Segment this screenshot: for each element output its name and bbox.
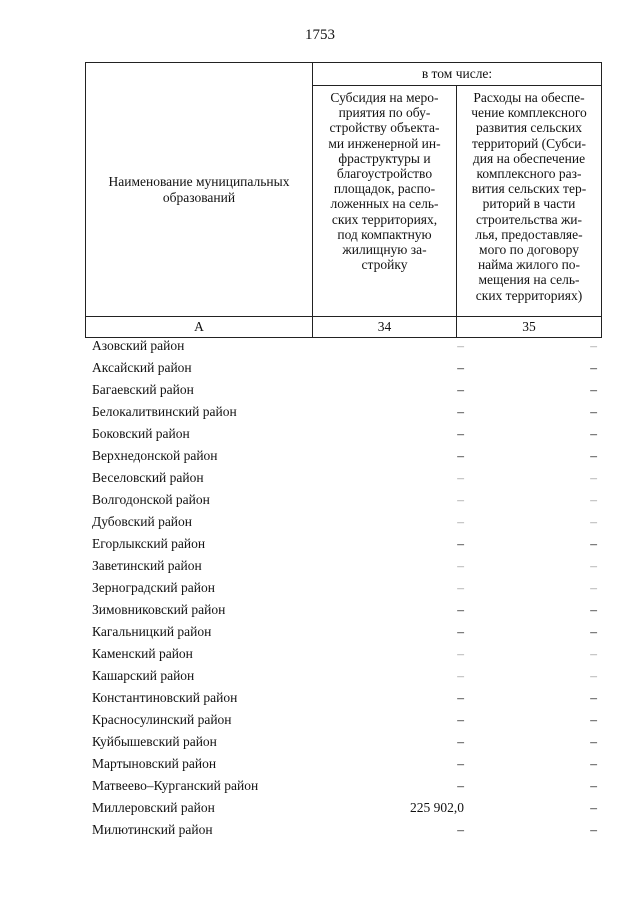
row-name: Веселовский район: [92, 470, 204, 485]
row-value-35: –: [590, 404, 597, 419]
row-value-35: –: [590, 536, 597, 551]
column-subgroup-header: в том числе:: [313, 63, 602, 86]
row-value-35: –: [590, 756, 597, 771]
row-value-35: –: [590, 360, 597, 375]
header-line: мого по договору: [479, 242, 579, 258]
row-value-34: –: [457, 536, 464, 551]
header-line: стройку: [361, 257, 408, 273]
row-name: Константиновский район: [92, 690, 238, 705]
row-name: Верхнедонской район: [92, 448, 218, 463]
table-row: [0, 445, 640, 467]
row-value-35: –: [590, 646, 597, 661]
header-line: дия на обеспечение: [472, 150, 586, 166]
table-row: [0, 621, 640, 643]
row-value-35: –: [590, 426, 597, 441]
row-value-34: –: [457, 470, 464, 485]
row-name: Каменский район: [92, 646, 193, 661]
row-value-35: –: [590, 668, 597, 683]
column-header-name: Наименование муниципальных образований: [86, 63, 313, 317]
row-name: Волгодонской район: [92, 492, 210, 507]
header-line: строительства жи-: [475, 211, 583, 227]
row-value-35: –: [590, 338, 597, 353]
row-value-35: –: [590, 382, 597, 397]
table-row: [0, 819, 640, 841]
table-row: [0, 577, 640, 599]
row-value-35: –: [590, 514, 597, 529]
header-line: ложенных на сель-: [330, 196, 439, 212]
column-index-35: 35: [457, 317, 602, 338]
table-row: [0, 797, 640, 819]
column-header-35: [457, 86, 602, 317]
table-row: [0, 643, 640, 665]
header-line: Субсидия на меро-: [330, 90, 439, 105]
row-value-35: –: [590, 602, 597, 617]
header-line: ских территориях): [475, 287, 583, 303]
row-value-34: –: [457, 448, 464, 463]
row-value-34: –: [457, 426, 464, 441]
table-row: [0, 599, 640, 621]
row-name: Азовский район: [92, 338, 185, 353]
table-row: [0, 379, 640, 401]
table-row: [0, 731, 640, 753]
row-name: Кагальницкий район: [92, 624, 212, 639]
header-line: Расходы на обеспе-: [473, 90, 585, 105]
row-value-35: –: [590, 470, 597, 485]
table-row: [0, 687, 640, 709]
header-line: приятия по обу-: [338, 105, 431, 121]
row-value-34: –: [457, 338, 464, 353]
table-row: [0, 467, 640, 489]
row-value-34: 225 902,0: [410, 800, 464, 815]
header-line: стройству объекта-: [329, 120, 440, 136]
table-row: [0, 357, 640, 379]
table-row: [0, 511, 640, 533]
row-value-34: –: [457, 492, 464, 507]
row-value-35: –: [590, 712, 597, 727]
table-row: [0, 709, 640, 731]
row-value-34: –: [457, 514, 464, 529]
header-line: развития сельских: [476, 120, 582, 136]
row-value-35: –: [590, 690, 597, 705]
header-line: чение комплексного: [471, 105, 587, 121]
row-value-34: –: [457, 778, 464, 793]
row-value-34: –: [457, 668, 464, 683]
row-name: Милютинский район: [92, 822, 213, 837]
row-value-34: –: [457, 624, 464, 639]
header-line: ских территориях,: [331, 211, 438, 227]
row-value-34: –: [457, 602, 464, 617]
row-value-35: –: [590, 448, 597, 463]
row-name: Матвеево–Курганский район: [92, 778, 259, 793]
row-value-34: –: [457, 690, 464, 705]
row-value-34: –: [457, 580, 464, 595]
row-name: Егорлыкский район: [92, 536, 206, 551]
column-index-a: А: [86, 317, 313, 338]
header-line: территорий (Субси-: [472, 135, 586, 151]
row-value-35: –: [590, 822, 597, 837]
row-value-34: –: [457, 712, 464, 727]
header-line: мещения на сель-: [478, 272, 580, 288]
row-name: Красносулинский район: [92, 712, 232, 727]
table-body: [0, 335, 640, 841]
table-row: [0, 775, 640, 797]
table-row: [0, 665, 640, 687]
header-line: ми инженерной ин-: [328, 135, 441, 151]
row-name: Миллеровский район: [92, 800, 215, 815]
row-value-35: –: [590, 558, 597, 573]
header-line: риторий в части: [482, 196, 576, 212]
header-line: жилищную за-: [342, 242, 427, 258]
row-value-34: –: [457, 646, 464, 661]
row-value-34: –: [457, 734, 464, 749]
row-name: Зерноградский район: [92, 580, 215, 595]
table-row: [0, 753, 640, 775]
row-value-35: –: [590, 800, 597, 815]
header-line: вития сельских тер-: [471, 181, 587, 197]
header-line: найма жилого по-: [477, 257, 581, 273]
row-name: Белокалитвинский район: [92, 404, 237, 419]
row-name: Багаевский район: [92, 382, 194, 397]
row-value-35: –: [590, 492, 597, 507]
header-line: фраструктуры и: [338, 150, 431, 166]
table-row: [0, 555, 640, 577]
header-line: комплексного раз-: [476, 166, 582, 182]
row-name: Куйбышевский район: [92, 734, 217, 749]
row-name: Боковский район: [92, 426, 190, 441]
table-row: [0, 533, 640, 555]
row-name: Дубовский район: [92, 514, 193, 529]
row-name: Зимовниковский район: [92, 602, 226, 617]
table-row: [0, 335, 640, 357]
header-line: площадок, распо-: [333, 181, 436, 197]
table-row: [0, 423, 640, 445]
page-number: 1753: [305, 27, 335, 43]
row-name: Мартыновский район: [92, 756, 217, 771]
table-header: [85, 62, 602, 338]
row-value-34: –: [457, 756, 464, 771]
row-value-34: –: [457, 360, 464, 375]
table-row: [0, 489, 640, 511]
header-line: под компактную: [337, 226, 432, 242]
row-name: Аксайский район: [92, 360, 192, 375]
row-value-34: –: [457, 404, 464, 419]
table-row: [0, 401, 640, 423]
row-name: Кашарский район: [92, 668, 195, 683]
row-name: Заветинский район: [92, 558, 202, 573]
row-value-34: –: [457, 558, 464, 573]
column-header-34: [313, 86, 457, 317]
header-line: лья, предоставляе-: [475, 226, 583, 242]
row-value-35: –: [590, 624, 597, 639]
row-value-35: –: [590, 580, 597, 595]
row-value-35: –: [590, 734, 597, 749]
row-value-35: –: [590, 778, 597, 793]
header-line: благоустройство: [336, 166, 433, 182]
row-value-34: –: [457, 382, 464, 397]
column-index-34: 34: [313, 317, 457, 338]
row-value-34: –: [457, 822, 464, 837]
